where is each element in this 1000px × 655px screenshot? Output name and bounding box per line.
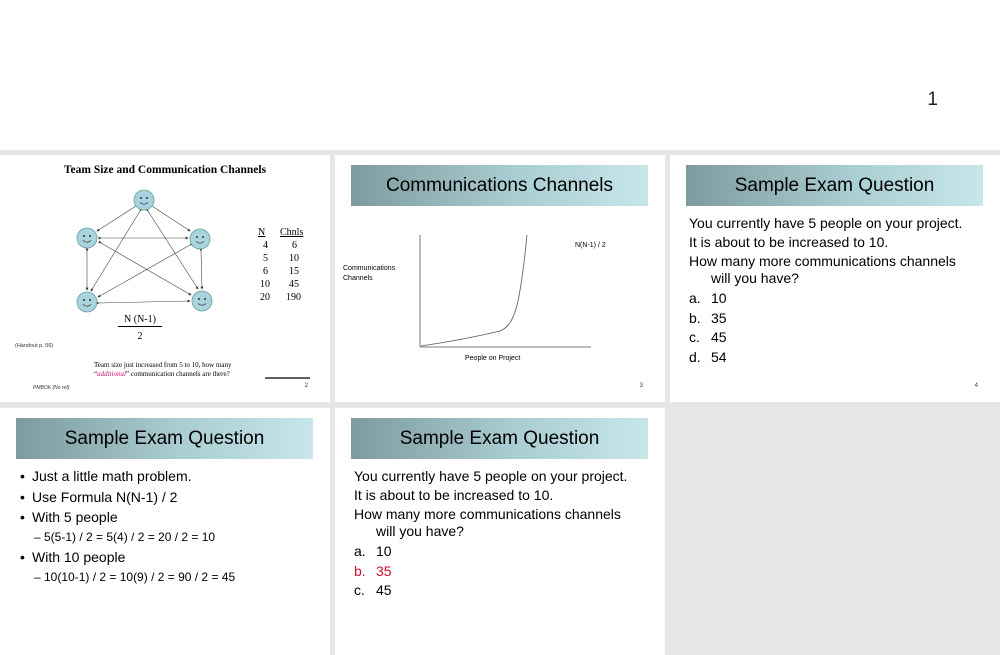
- slide-number: 4: [974, 383, 978, 389]
- formula: [118, 314, 162, 342]
- answer-option-d[interactable]: d. 54: [689, 348, 727, 365]
- slide-number: 3: [639, 383, 643, 389]
- answer-option-c[interactable]: c. 45: [354, 582, 392, 598]
- curve-label: N(N-1) / 2: [575, 242, 606, 249]
- slide-thumbnail-sample-exam-question[interactable]: [670, 155, 1000, 402]
- table-cell: 10: [289, 253, 299, 264]
- slide-thumbnail-exam-answer[interactable]: [335, 408, 665, 655]
- slide-title: Sample Exam Question: [351, 418, 648, 459]
- question-line: How many more communications channels: [689, 253, 956, 269]
- handout-ref: (Handout p. 56): [15, 343, 54, 349]
- bullet-item: • Use Formula N(N-1) / 2: [20, 489, 320, 510]
- answer-option-c[interactable]: c. 45: [689, 329, 727, 345]
- table-cell: 20: [260, 292, 270, 303]
- question-line: will you have?: [711, 270, 799, 286]
- bullet-list: [20, 468, 320, 589]
- y-axis-label: Communications Channels: [343, 265, 396, 282]
- formula-numerator: N (N-1): [118, 314, 162, 327]
- answer-option-a[interactable]: a. 10: [354, 543, 392, 559]
- body-line: You currently have 5 people on your project.: [354, 468, 628, 484]
- answer-option-b[interactable]: b. 35: [689, 309, 727, 326]
- body-line: It is about to be increased to 10.: [354, 487, 554, 503]
- smiley-icon: [77, 292, 97, 312]
- answer-options: [689, 290, 989, 368]
- table-header-chnls: Chnls: [280, 227, 304, 238]
- smiley-icon: [192, 291, 212, 311]
- slide-thumbnail-communications-channels[interactable]: [335, 155, 665, 402]
- page-number: 1: [927, 89, 938, 110]
- question-line: “additional” communication channels are there?: [94, 370, 230, 378]
- slide-body: [354, 468, 654, 602]
- question-line: will you have?: [376, 523, 464, 539]
- smiley-icon: [190, 229, 210, 249]
- page-header: [0, 0, 1000, 150]
- bullet-item: • With 5 people: [20, 509, 320, 530]
- channels-curve: [421, 235, 527, 346]
- answer-option-a[interactable]: a. 10: [689, 290, 727, 306]
- body-line: It is about to be increased to 10.: [689, 234, 889, 250]
- sub-bullet-item: – 5(5-1) / 2 = 5(4) / 2 = 20 / 2 = 10: [34, 529, 216, 544]
- body-line: You currently have 5 people on your project.: [689, 215, 963, 231]
- emphasis-word: additional: [97, 370, 126, 378]
- slide-title: Sample Exam Question: [686, 165, 983, 206]
- slide-title: Sample Exam Question: [16, 418, 313, 459]
- question-line: Team size just increased from 5 to 10, how many: [94, 361, 232, 369]
- table-cell: 4: [263, 240, 268, 251]
- slide-question: [94, 361, 232, 379]
- sub-bullet-item: – 10(10-1) / 2 = 10(9) / 2 = 90 / 2 = 45: [34, 569, 236, 584]
- slide-number: 2: [304, 383, 308, 389]
- slide-thumbnail-exam-answer-math[interactable]: [0, 408, 330, 655]
- table-cell: 15: [289, 266, 299, 277]
- slide-title: Team Size and Communication Channels: [63, 164, 267, 176]
- table-cell: 6: [292, 240, 297, 251]
- table-cell: 10: [260, 279, 270, 290]
- table-cell: 45: [289, 279, 299, 290]
- x-axis-label: People on Project: [465, 355, 521, 362]
- slide-footer: PMBOK (No ref): [33, 385, 70, 391]
- table-cell: 6: [263, 266, 268, 277]
- answer-option-b-correct[interactable]: b. 35: [354, 562, 392, 579]
- formula-denominator: 2: [137, 331, 143, 342]
- bullet-item: • Just a little math problem.: [20, 468, 320, 489]
- question-line: How many more communications channels: [354, 506, 621, 522]
- channels-table: [258, 227, 310, 305]
- smiley-icon: [134, 190, 154, 210]
- smiley-icon: [77, 228, 97, 248]
- table-header-n: N: [258, 227, 266, 238]
- slide-body: [689, 215, 989, 368]
- table-cell: 5: [263, 253, 268, 264]
- bullet-item: • With 10 people: [20, 549, 320, 570]
- answer-options: [354, 543, 654, 602]
- slide-thumbnail-team-size[interactable]: [0, 155, 330, 402]
- slide-title: Communications Channels: [351, 165, 648, 206]
- table-cell: 190: [286, 292, 301, 303]
